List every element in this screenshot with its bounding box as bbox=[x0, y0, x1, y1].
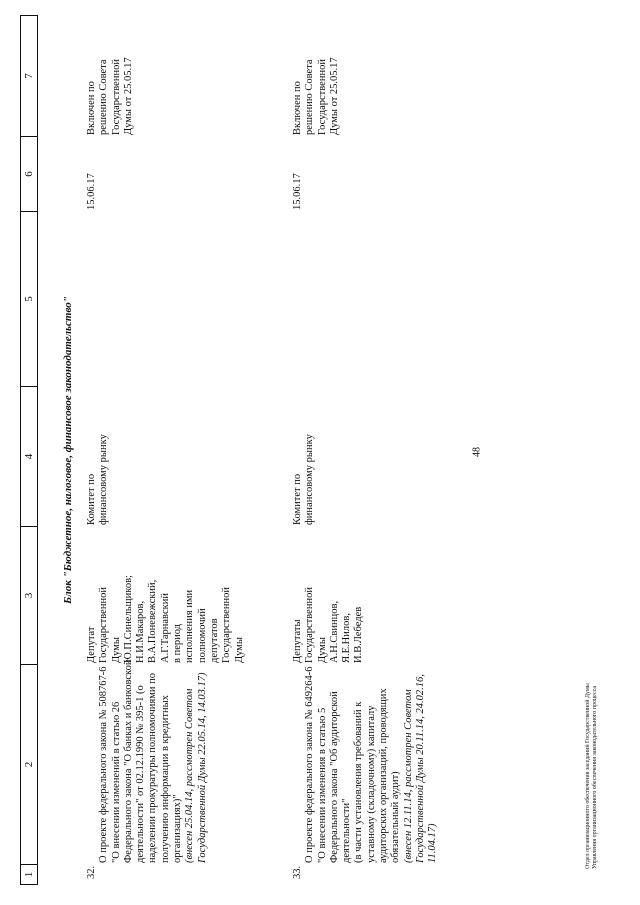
committee: Комитет по финансовому рынку bbox=[86, 434, 110, 525]
bill-cell bbox=[292, 653, 452, 863]
rotated-page bbox=[20, 15, 620, 885]
decision: Включен по решению Совета Государственной Думы от 25.05.17 bbox=[86, 57, 134, 135]
column-header: 5 bbox=[21, 211, 37, 386]
authors: Депутаты Государственной Думы А.Н.Свинцов, Я.Е.Нилов, И.В.Лебедев bbox=[292, 587, 365, 663]
bill-note: (внесен 25.04.14, рассмотрен Советом Государственной Думы 22.05.14, 14.03.17) bbox=[184, 672, 208, 863]
bill-title: О проекте федерального закона № 649264-6 "О внесении изменения в статью 5 Федерального закона "Об аудиторской деятельности" (в части установления требований к уставному (складочному) капиталу аудиторских организаций, проводящих обязательный аудит) bbox=[304, 666, 402, 863]
bill-note: (внесен 12.11.14, рассмотрен Советом Государственной Думы 20.11.14, 24.02.16, 11.04.17) bbox=[402, 674, 439, 863]
bill-title: О проекте федерального закона № 508767-6 "О внесении изменений в статью 26 Федерального закона "О банках и банковской деятельности" от 02.12.1990 № 395-1 (о наделении прокуратуры полномочиями по получению информации в кредитных организациях)" bbox=[98, 659, 184, 863]
footer-line: Отдел организационного обеспечения заседаний Государственной Думы bbox=[585, 683, 591, 869]
column-header: 6 bbox=[21, 136, 37, 211]
consideration-date: 15.06.17 bbox=[86, 173, 97, 210]
column-header: 2 bbox=[21, 664, 37, 864]
column-header: 7 bbox=[23, 73, 35, 79]
table-row bbox=[292, 15, 452, 885]
committee: Комитет по финансовому рынку bbox=[292, 434, 316, 525]
table-row bbox=[86, 15, 286, 885]
decision: Включен по решению Совета Государственной Думы от 25.05.17 bbox=[292, 57, 340, 135]
column-header: 3 bbox=[21, 526, 37, 664]
authors: Депутат Государственной Думы Ю.П.Синельщиков; Н.И.Макаров, В.А.Поневежский, А.Г.Тарнавский в период исполнения ими полномочий депутатов Государственной Думы bbox=[86, 575, 245, 663]
row-number: 33. bbox=[292, 865, 303, 879]
bill-cell bbox=[86, 653, 221, 863]
column-header: 1 bbox=[21, 864, 37, 884]
page-number: 48 bbox=[471, 447, 483, 457]
row-number: 32. bbox=[86, 865, 97, 879]
consideration-date: 15.06.17 bbox=[292, 173, 303, 210]
table-header bbox=[20, 15, 38, 885]
column-header: 4 bbox=[21, 386, 37, 526]
block-title: Блок "Бюджетное, налоговое, финансовое законодательство" bbox=[62, 296, 74, 604]
footer-line: Управления организационного обеспечения законодательного процесса bbox=[592, 685, 598, 869]
footer bbox=[585, 683, 599, 869]
